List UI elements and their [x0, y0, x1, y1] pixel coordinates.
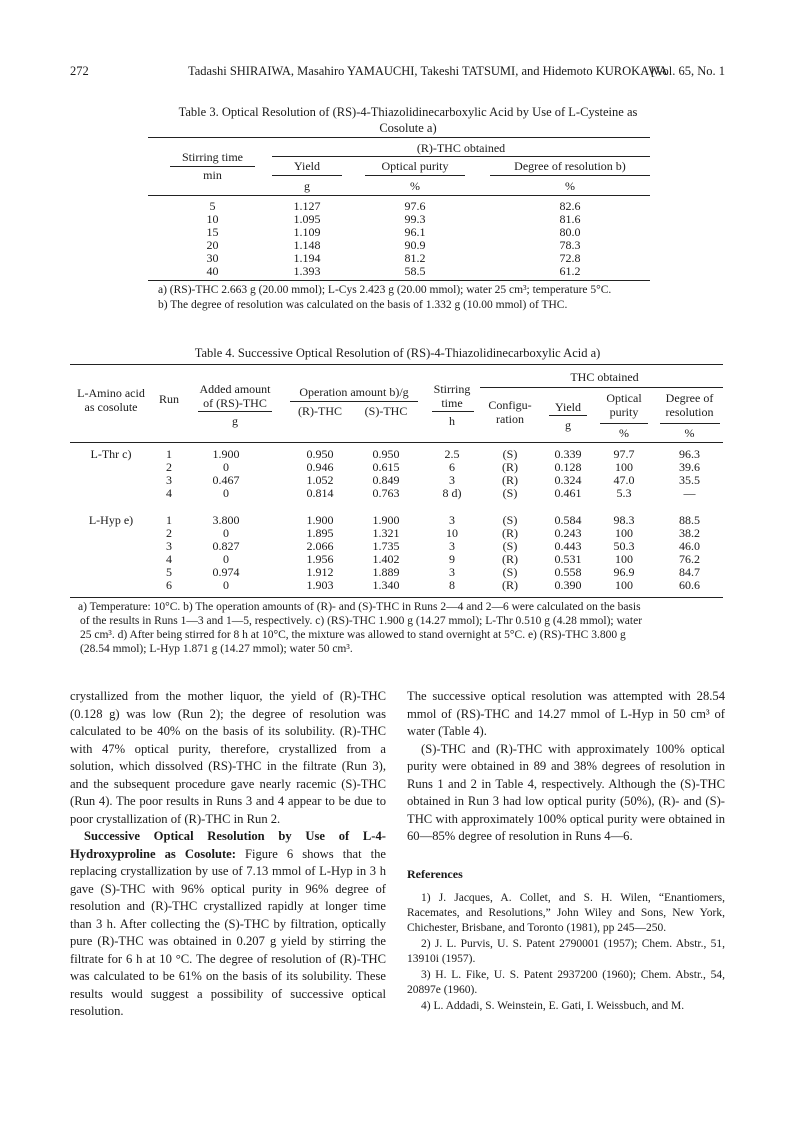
table3-cell: 80.0 [559, 225, 581, 239]
table4-cell: 47.0 [613, 473, 635, 487]
table4-cell: 0.814 [306, 486, 334, 500]
table4-cell: 76.2 [679, 552, 700, 566]
table4-cell: 6 [449, 460, 455, 474]
body-left-paragraph-1: crystallized from the mother liquor, the yield of (R)-THC (0.128 g) was low (Run 2); the degree of resolution was calculated to be 40% on the basis of its solubility. (R)-THC with 47% optical purity, therefore, crystallized from a solution, which dissolved (RS)-THC in the filtrate (Run 3), and the subsequent procedure gave nearly racemic (S)-THC (Run 4). The poor results in Runs 3 and 4 appear to be due to poor crystallization of (R)-THC in Run 2. [70, 689, 386, 826]
table3-footnote-a: a) (RS)-THC 2.663 g (20.00 mmol); L-Cys 2.423 g (20.00 mmol); water 25 cm³; temperature 5°C. [158, 284, 612, 296]
table4-h-purity2: purity [609, 405, 639, 419]
table4-h-stirring1: Stirring [433, 382, 471, 396]
table4-h-degree-unit: % [684, 426, 695, 440]
table4-cell: 0 [223, 552, 229, 566]
table3-cell: 97.6 [404, 199, 426, 213]
table4-cell: 100 [615, 552, 633, 566]
reference-item: 4) L. Addadi, S. Weinstein, E. Gati, I. Weissbuch, and M. [421, 1000, 685, 1012]
table4-cell: (S) [502, 565, 518, 579]
table4-group1-label: L-Thr c) [90, 447, 132, 461]
page-number: 272 [70, 64, 89, 78]
table3-cell: 90.9 [404, 238, 426, 252]
table4-h-added2: of (RS)-THC [203, 396, 267, 410]
table4-cell: (R) [502, 460, 518, 474]
table4-cell: 1.900 [306, 513, 334, 527]
table4-footnote-2: of the results in Runs 1—3 and 1—5, respectively. c) (RS)-THC 1.900 g (14.27 mmol); L-Thr 0.510 g (4.28 mmol); water [80, 615, 643, 627]
table4-cell: 1.321 [372, 526, 400, 540]
author-line: Tadashi SHIRAIWA, Masahiro YAMAUCHI, Takeshi TATSUMI, and Hidemoto KUROKAWA [188, 64, 668, 78]
table4-footnote-4: (28.54 mmol); L-Hyp 1.871 g (14.27 mmol); water 50 cm³. [80, 643, 353, 655]
table4-cell: 0.443 [554, 539, 582, 553]
table4-cell: 100 [615, 578, 633, 592]
table4-cell: 0.950 [306, 447, 334, 461]
body-right-paragraph-2: (S)-THC and (R)-THC with approximately 100% optical purity were obtained in 89 and 38% degrees of resolution in Runs 1 and 2 in Table 4, respectively. Although the (S)-THC obtained in Run 3 had low optical purity (50%), (R)- and (S)-THC with approximately 100% optical purity were obtained in 60—85% degree of resolution in Runs 4—6. [407, 741, 725, 843]
table4-cell: 3 [449, 539, 455, 553]
body-right-column [407, 688, 725, 1015]
body-left-paragraph-2 [70, 828, 386, 1021]
table4-h-purity1: Optical [606, 391, 642, 405]
table4-cell: 8 [449, 578, 455, 592]
table3-footnote-b: b) The degree of resolution was calculated on the basis of 1.332 g (10.00 mmol) of THC. [158, 299, 568, 311]
table4-h-config1: Configu- [488, 398, 532, 412]
table4-cell: 50.3 [613, 539, 635, 553]
section-heading-hyp: Successive Optical Resolution by Use of L-4-Hydroxyproline as Cosolute: [70, 829, 386, 861]
table4-cell: 35.5 [679, 473, 700, 487]
table4-cell: 0.324 [554, 473, 582, 487]
table4-cell: 88.5 [679, 513, 700, 527]
table3-cell: 72.8 [559, 251, 581, 265]
table4-cell: 0.827 [212, 539, 240, 553]
table4-cell: 98.3 [613, 513, 635, 527]
table3-cell: 81.6 [559, 212, 581, 226]
table4-cell: 3 [166, 539, 172, 553]
table4-h-stirring-unit: h [449, 414, 455, 428]
table4-cell: 0 [223, 526, 229, 540]
table4-cell: 1.052 [306, 473, 334, 487]
table4-cell: (S) [502, 539, 518, 553]
table3-cell: 58.5 [404, 264, 426, 278]
table3-cell: 10 [206, 212, 219, 226]
table3-cell: 1.194 [293, 251, 321, 265]
table4-cell: 100 [615, 526, 633, 540]
table4-cell: 1 [166, 513, 172, 527]
table4-cell: 0.243 [554, 526, 582, 540]
table3-unit-yield: g [304, 179, 310, 193]
table4-cell: 2.066 [306, 539, 334, 553]
table4-cell: 46.0 [679, 539, 700, 553]
table4-cell: 3 [166, 473, 172, 487]
table4-cell: 0.849 [372, 473, 400, 487]
table4-cell: 1.900 [372, 513, 400, 527]
references-title: References [407, 866, 463, 881]
table4-h-run: Run [158, 392, 179, 406]
table4-cell: 1.903 [306, 578, 334, 592]
body-left-column [70, 688, 386, 1021]
table3-cell: 81.2 [404, 251, 426, 265]
table3-caption-line2: Cosolute a) [379, 121, 437, 135]
table4-cell: 84.7 [679, 565, 700, 579]
table4-cell: 0.950 [372, 447, 400, 461]
table4-cell: 1.912 [306, 565, 334, 579]
table4-cell: 0.128 [554, 460, 582, 474]
table4-cell: 2 [166, 526, 172, 540]
table3-cell: 5 [209, 199, 216, 213]
table3-unit-purity: % [410, 179, 420, 193]
table4-cell: 4 [166, 552, 172, 566]
table4-cell: 9 [449, 552, 455, 566]
table4-cell: (R) [502, 552, 518, 566]
table3-cell: 15 [206, 225, 219, 239]
table4-h-added1: Added amount [199, 382, 271, 396]
table4-cell: 1.340 [372, 578, 400, 592]
table4-cell: 96.9 [613, 565, 635, 579]
table4-cell: 0 [223, 578, 229, 592]
table4-cell: 8 d) [442, 486, 462, 500]
table3-caption [148, 104, 668, 136]
body-left-paragraph-2-text: Figure 6 shows that the replacing crystallization by use of 7.13 mmol of L-Hyp in 3 h gave (S)-THC with 96% optical purity in 96% degree of resolution and (R)-THC crystallized rapidly at longer time than 3 h. After collecting the (S)-THC by filtration, optically pure (R)-THC was obtained in 0.207 g yield by stirring the filtrate for 6 h at 10 °C. The degree of resolution of (R)-THC was calculated to be 61% on the basis of its solubility. These results would suggest a possibility of successive optical resolution. [70, 846, 387, 1018]
volume-label: [Vol. 65, No. 1 [650, 64, 725, 78]
table4-cell: 39.6 [679, 460, 700, 474]
table4-cell: 3 [449, 513, 455, 527]
table4-cell: 1.735 [372, 539, 400, 553]
table4-cell: (S) [502, 447, 518, 461]
table4-footnote-3: 25 cm³. d) After being stirred for 8 h at 10°C, the mixture was allowed to stand overnight at 5°C. e) (RS)-THC 3.800 g [80, 629, 626, 641]
table4-cell: 5 [166, 565, 172, 579]
table3-unit-min: min [203, 168, 222, 182]
table4-cell: — [683, 486, 696, 500]
table4-cell: 3.800 [212, 513, 240, 527]
table4-h-degree2: resolution [665, 405, 714, 419]
table3-cell: 82.6 [559, 199, 581, 213]
table4-cell: (S) [502, 513, 518, 527]
table4-cell: 0.615 [372, 460, 400, 474]
reference-item: 3) H. L. Fike, U. S. Patent 2937200 (1960); Chem. Abstr., 54, 20897e (1960). [407, 969, 725, 996]
table4-cell: 38.2 [679, 526, 700, 540]
table4-cell: 0.461 [554, 486, 582, 500]
table3-cell: 1.109 [293, 225, 321, 239]
table3-cell: 99.3 [404, 212, 426, 226]
table4-cell: 2 [166, 460, 172, 474]
table4-h-thc-obtained: THC obtained [570, 370, 639, 384]
table4-cell: 0.584 [554, 513, 582, 527]
table3-cell: 78.3 [559, 238, 581, 252]
table3-cell: 30 [206, 251, 219, 265]
table3-cell: 40 [206, 264, 219, 278]
table4-cell: 0.467 [212, 473, 240, 487]
table4-cell: 0.558 [554, 565, 582, 579]
table4-cell: (R) [502, 578, 518, 592]
body-right-paragraph-1: The successive optical resolution was attempted with 28.54 mmol of (RS)-THC and 14.27 mmol of L-Hyp in 50 cm³ of water (Table 4). [407, 689, 725, 738]
table4-cell: 1.900 [212, 447, 240, 461]
table4-h-yield-unit: g [565, 418, 571, 432]
table4-cell: 0 [223, 486, 229, 500]
table4-h-op-s: (S)-THC [364, 404, 408, 418]
table4-cell: 3 [449, 473, 455, 487]
table3-col-resolution: Degree of resolution b) [514, 159, 626, 173]
table4-cell: 0.763 [372, 486, 400, 500]
table4-h-cosolute1: L-Amino acid [77, 386, 145, 400]
table4-cell: 97.7 [613, 447, 635, 461]
table4-cell: 0.339 [554, 447, 582, 461]
table4-cell: (R) [502, 526, 518, 540]
table4-cell: (R) [502, 473, 518, 487]
table3-col-stirring: Stirring time [182, 150, 243, 164]
table3-col-purity: Optical purity [381, 159, 449, 173]
table4-cell: 0.974 [212, 565, 240, 579]
table4-h-cosolute2: as cosolute [84, 400, 138, 414]
table4-cell: 1.889 [372, 565, 400, 579]
table4-cell: 1 [166, 447, 172, 461]
table3-cell: 1.095 [293, 212, 321, 226]
table3-cell: 1.148 [293, 238, 321, 252]
table4-h-operation: Operation amount b)/g [299, 385, 409, 399]
table4-cell: 1.956 [306, 552, 334, 566]
table4-cell: 6 [166, 578, 172, 592]
table4-group2-label: L-Hyp e) [88, 513, 134, 527]
reference-item: 1) J. Jacques, A. Collet, and S. H. Wilen, “Enantiomers, Racemates, and Resolutions,” John Wiley and Sons, New York, Chichester, Brisbane, and Toronto (1981), pp 245—250. [407, 892, 725, 934]
table4-cell: 1.402 [372, 552, 400, 566]
table4-h-yield: Yield [555, 400, 581, 414]
table3-cell: 61.2 [559, 264, 581, 278]
table4-cell: 10 [446, 526, 458, 540]
table3-cell: 1.127 [293, 199, 321, 213]
table4-h-purity-unit: % [619, 426, 629, 440]
table4-cell: 0.390 [554, 578, 582, 592]
table4-h-stirring2: time [441, 396, 463, 410]
table3-unit-resolution: % [565, 179, 575, 193]
table4-cell: 0 [223, 460, 229, 474]
table4-cell: 3 [449, 565, 455, 579]
table4-cell: 0.531 [554, 552, 582, 566]
table4-h-added-unit: g [232, 414, 238, 428]
table4-cell: 4 [166, 486, 172, 500]
table4-cell: 100 [615, 460, 633, 474]
table4-cell: 96.3 [679, 447, 700, 461]
table3-cell: 1.393 [293, 264, 321, 278]
table4-h-degree1: Degree of [665, 391, 714, 405]
table4-cell: 2.5 [444, 447, 460, 461]
table3-caption-line1: Table 3. Optical Resolution of (RS)-4-Thiazolidinecarboxylic Acid by Use of L-Cysteine as [178, 105, 638, 119]
running-header [70, 64, 725, 82]
table4-cell: 1.895 [306, 526, 334, 540]
table3-cell: 96.1 [404, 225, 426, 239]
table3-col-yield: Yield [294, 159, 320, 173]
reference-item: 2) J. L. Purvis, U. S. Patent 2790001 (1957); Chem. Abstr., 51, 13910i (1957). [407, 938, 725, 965]
table4-cell: 5.3 [616, 486, 632, 500]
table4-cell: 0.946 [306, 460, 334, 474]
table4-h-config2: ration [496, 412, 524, 426]
table3-group-header: (R)-THC obtained [416, 141, 506, 155]
references-list [407, 891, 725, 1014]
table4-cell: (S) [502, 486, 518, 500]
table4-caption: Table 4. Successive Optical Resolution of (RS)-4-Thiazolidinecarboxylic Acid a) [194, 346, 601, 360]
table4-h-op-r: (R)-THC [298, 404, 342, 418]
table4-cell: 60.6 [679, 578, 700, 592]
table3-cell: 20 [206, 238, 219, 252]
table4-footnote-1: a) Temperature: 10°C. b) The operation amounts of (R)- and (S)-THC in Runs 2—4 and 2—6 were calculated on the basis [78, 601, 641, 613]
